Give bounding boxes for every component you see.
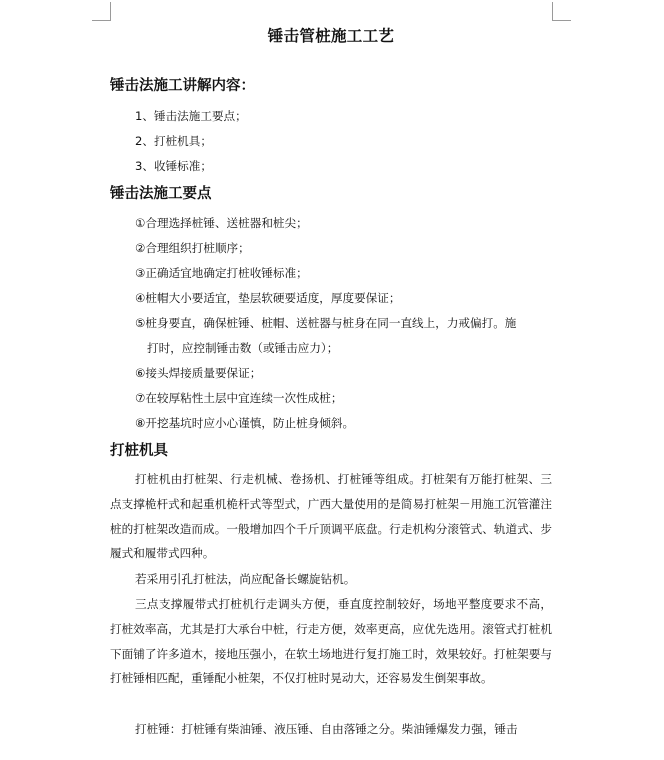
equipment-paragraph: 打桩锤：打桩锤有柴油锤、液压锤、自由落锤之分。柴油锤爆发力强，锤击 [135,722,518,736]
point-item-continuation: 打时，应控制锤击数（或锤击应力）； [147,341,339,355]
point-item: ①合理选择桩锤、送桩器和桩尖； [135,216,308,230]
section-heading-points: 锤击法施工要点 [110,185,212,202]
point-item: ⑤桩身要直，确保桩锤、桩帽、送桩器与桩身在同一直线上，力戒偏打。施 [135,316,517,330]
document-body [110,24,552,736]
point-item: ⑥接头焊接质量要保证； [135,366,262,380]
section-heading-intro: 锤击法施工讲解内容： [110,77,255,94]
equipment-paragraph: 打桩机由打桩架、行走机械、卷扬机、打桩锤等组成。打桩架有万能打桩架、三点支撑桅杆式和起重机桅杆式等型式，广西大量使用的是简易打桩架－用施工沉管灌注桩的打桩架改造而成。一般增加四个千斤顶调平底盘。行走机构分滚管式、轨道式、步履式和履带式四种。 [110,472,552,561]
point-item: ⑦在较厚粘性土层中宜连续一次性成桩； [135,391,343,405]
point-item: ②合理组织打桩顺序； [135,241,250,255]
intro-item: 3、收锤标准； [135,159,212,173]
equipment-paragraph: 若采用引孔打桩法，尚应配备长螺旋钻机。 [135,572,356,586]
page-corner-mark-right [552,2,571,21]
point-item: ④桩帽大小要适宜，垫层软硬要适度，厚度要保证； [135,291,401,305]
equipment-paragraph: 三点支撑履带式打桩机行走调头方便，垂直度控制较好，场地平整度要求不高，打桩效率高，尤其是打大承台中桩，行走方便，效率更高，应优先选用。滚管式打桩机下面铺了许多道木，接地压强小，在软土场地进行复打施工时，效果较好。打桩架要与打桩锤相匹配，重锤配小桩架，不仅打桩时晃动大，还容易发生倒架事故。 [110,597,552,686]
point-item: ③正确适宜地确定打桩收锤标准； [135,266,308,280]
intro-item: 2、打桩机具； [135,134,212,148]
section-heading-equipment: 打桩机具 [110,442,168,459]
document-title: 锤击管桩施工工艺 [267,26,395,45]
point-item: ⑧开挖基坑时应小心谨慎，防止桩身倾斜。 [135,416,355,430]
intro-item: 1、锤击法施工要点； [135,109,247,123]
page-corner-mark-left [92,2,111,21]
